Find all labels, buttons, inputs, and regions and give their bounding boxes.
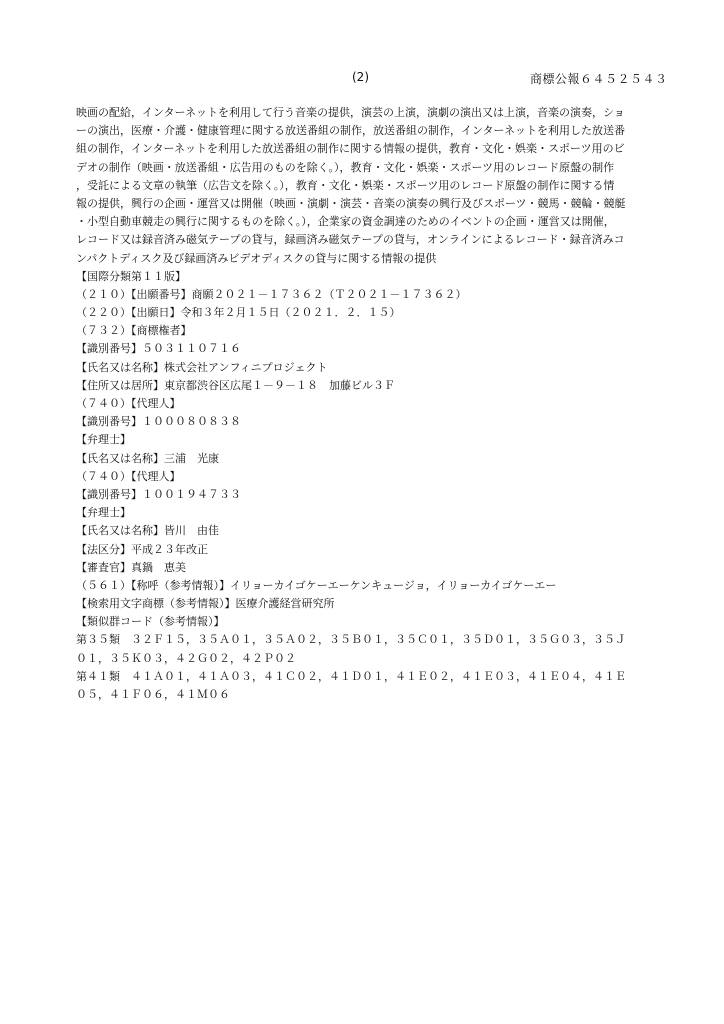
agent-name: 【氏名又は名称】皆川 由佳 [76,524,219,538]
text-line: 組の制作，インターネットを利用した放送番組の制作に関する情報の提供，教育・文化・娯楽・スポーツ用のビ [76,142,625,156]
text-line: ーの演出，医療・介護・健康管理に関する放送番組の制作，放送番組の制作，インターネットを利用した放送番 [76,124,626,138]
search-trademark: 【検索用文字商標（参考情報）】医療介護経営研究所 [76,597,335,611]
agent-name: 【氏名又は名称】三浦 光康 [76,451,219,465]
agent-id: 【識別番号】１００１９４７３３ [76,487,241,501]
section-heading: 【国際分類第１１版】 [76,269,186,283]
publication-number: 商標公報６４５２５４３ [530,72,668,86]
text-line: ，受託による文章の執筆（広告文を除く。），教育・文化・娯楽・スポーツ用のレコード原盤の制作に関する情 [76,178,615,192]
class-41-codes: 第４１類 ４１Ａ０１，４１Ａ０３，４１Ｃ０２，４１Ｄ０１，４１Ｅ０２，４１Ｅ０３，４１Ｅ０４，４１Ｅ [76,669,626,683]
document-body [76,104,656,704]
application-date: （２２０）【出願日】令和３年２月１５日（２０２１．２．１５） [76,306,401,320]
law-category: 【法区分】平成２３年改正 [76,542,208,556]
examiner: 【審査官】真鍋 恵美 [76,560,186,574]
agent-heading: （７４０）【代理人】 [76,469,181,483]
text-line: 報の提供，興行の企画・運営又は開催（映画・演劇・演芸・音楽の演奏の興行及びスポーツ・競馬・競輪・競艇 [76,196,626,210]
text-line: ンパクトディスク及び録画済みビデオディスクの貸与に関する情報の提供 [76,251,437,265]
agent-heading: （７４０）【代理人】 [76,397,181,410]
similar-group-heading: 【類似群コード（参考情報）】 [76,615,225,629]
text-line: 映画の配給，インターネットを利用して行う音楽の提供，演芸の上演，演劇の演出又は上演，音楽の演奏，ショ [76,106,625,119]
text-line: デオの制作（映画・放送番組・広告用のものを除く。），教育・文化・娯楽・スポーツ用のレコード原盤の制作 [76,160,615,174]
text-line: レコード又は録音済み磁気テープの貸与，録画済み磁気テープの貸与，オンラインによるレコード・録音済みコ [76,233,625,247]
class-35-codes: 第３５類 ３２Ｆ１５，３５Ａ０１，３５Ａ０２，３５Ｂ０１，３５Ｃ０１，３５Ｄ０１，３５Ｇ０３，３５Ｊ [76,633,626,647]
rights-holder-address: 【住所又は居所】東京都渋谷区広尾１－９－１８ 加藤ビル３Ｆ [76,378,395,392]
agent-title: 【弁理士】 [76,433,131,447]
class-41-codes-cont: ０５，４１Ｆ０６，４１Ｍ０６ [76,688,230,701]
class-35-codes-cont: ０１，３５Ｋ０３，４２Ｇ０２，４２Ｐ０２ [76,651,296,665]
pronunciation: （５６１）【称呼（参考情報）】イリョーカイゴケーエーケンキュージョ，イリョーカイゴケーエー [76,578,557,592]
text-line: ・小型自動車競走の興行に関するものを除く。），企業家の資金調達のためのイベントの企画・運営又は開催， [76,215,615,229]
agent-title: 【弁理士】 [76,506,131,520]
rights-holder-id: 【識別番号】５０３１１０７１６ [76,342,241,356]
page-number: (2) [352,70,369,84]
page-header [0,70,724,90]
agent-id: 【識別番号】１０００８０８３８ [76,415,241,429]
application-number: （２１０）【出願番号】商願２０２１－１７３６２（Ｔ２０２１－１７３６２） [76,287,467,301]
rights-holder-name: 【氏名又は名称】株式会社アンフィニプロジェクト [76,360,328,374]
rights-holder-heading: （７３２）【商標権者】 [76,324,192,338]
